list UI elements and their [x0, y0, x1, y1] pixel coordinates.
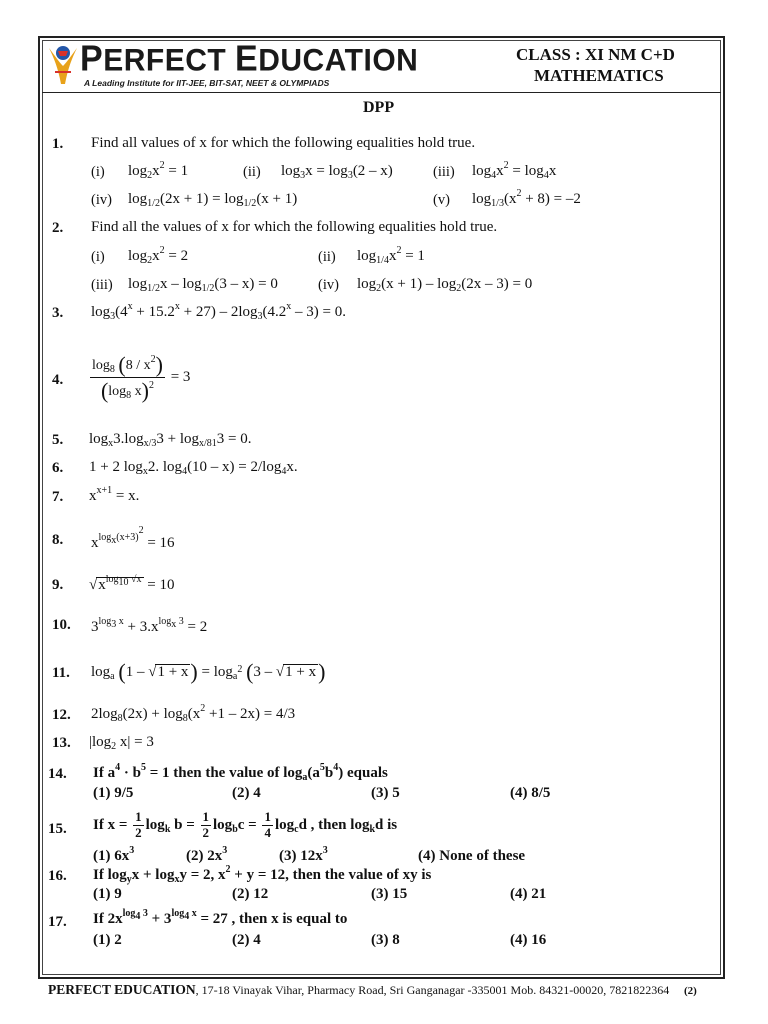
question-number: 1. — [52, 136, 64, 152]
question-text: If $2x^{log_4 3} + 3^{log_4 x} = 27$ , then x is equal to — [93, 908, 348, 927]
option: (2) 4 — [232, 932, 261, 948]
equation: $\log_{1/2}x - \log_{1/2}(3 - x) = 0$ — [128, 276, 278, 294]
equation: $|\log_2$ x| = 3 — [89, 734, 154, 752]
equation: $\log_x3.\log_{x/3}3 + \log_{x/81}3 = 0$. — [89, 431, 252, 449]
question-number: 16. — [48, 868, 67, 884]
option: (1) $6x^3$ — [93, 845, 135, 864]
part-label: (iii) — [91, 277, 113, 293]
equation: 1 + 2 $\log_x2$. $\log_4(10 - x) = 2/\log_4x$. — [89, 459, 298, 477]
option: (4) 8/5 — [510, 785, 551, 801]
equation: $\log_a (1 - √1 + x) = \log_{a^2} (3 - √1 + x)$ — [91, 659, 326, 684]
equation: $\log_3(4^x + 15.2^x + 27) - 2\log_3(4.2^x - 3) = 0$. — [91, 301, 346, 322]
equation: $\frac{\log_8 (8 / x^2)}{(\log_8 x)^2}$ = 3 — [92, 352, 191, 404]
equation: $\log_2x^2 = 1$ — [128, 160, 189, 181]
part-label: (iii) — [433, 164, 455, 180]
option: (1) 9 — [93, 886, 122, 902]
part-label: (i) — [91, 249, 105, 265]
equation: $\log_2x^2 = 2$ — [128, 245, 189, 266]
brand-tagline: A Leading Institute for IIT-JEE, BIT-SAT, NEET & OLYMPIADS — [84, 78, 330, 88]
question-number: 10. — [52, 617, 71, 633]
option: (3) 5 — [371, 785, 400, 801]
equation: $\log_3x = \log_3(2 - x)$ — [281, 163, 393, 181]
part-label: (ii) — [243, 164, 261, 180]
equation: $2\log_8(2x) + \log_8(x^2 +1 - 2x) = 4/3$ — [91, 703, 296, 724]
institute-logo-icon — [46, 42, 80, 88]
question-text: If $\log_yx + \log_xy = 2$, $x^2 + y = 12$, then the value of xy is — [93, 864, 432, 885]
question-number: 13. — [52, 735, 71, 751]
equation: $\log_{1/4}x^2 = 1$ — [357, 245, 425, 266]
question-text: Find all values of x for which the following equalities hold true. — [91, 135, 476, 151]
footer-address: PERFECT EDUCATION, 17-18 Vinayak Vihar, Pharmacy Road, Sri Ganganagar -335001 Mob. 84321-00020, 7821822364 — [48, 982, 670, 997]
option: (2) $2x^3$ — [186, 845, 228, 864]
part-label: (iv) — [318, 277, 339, 293]
equation: $\log_4x^2 = \log_4x$ — [472, 160, 557, 181]
question-number: 8. — [52, 532, 64, 548]
question-number: 9. — [52, 577, 64, 593]
equation: $x^{x+1} = x$. — [89, 485, 140, 504]
header-divider — [42, 92, 721, 93]
question-number: 5. — [52, 432, 64, 448]
page-number: (2) — [684, 985, 697, 997]
question-number: 7. — [52, 489, 64, 505]
equation: $3^{log_3 x} + 3.x^{log_x 3} = 2$ — [91, 616, 208, 635]
question-number: 6. — [52, 460, 64, 476]
equation: $\log_{1/3}(x^2 + 8) = -2$ — [472, 188, 581, 209]
equation: $\log_{1/2}(2x + 1) = \log_{1/2}(x + 1)$ — [128, 191, 298, 209]
option: (3) $12x^3$ — [279, 845, 328, 864]
part-label: (v) — [433, 192, 450, 208]
question-number: 14. — [48, 766, 67, 782]
option: (2) 12 — [232, 886, 269, 902]
part-label: (ii) — [318, 249, 336, 265]
option: (1) 2 — [93, 932, 122, 948]
option: (1) 9/5 — [93, 785, 134, 801]
option: (4) None of these — [418, 848, 526, 864]
option: (4) 21 — [510, 886, 547, 902]
equation: $\log_2(x + 1) - \log_2(2x - 3) = 0$ — [357, 276, 533, 294]
brand-name: PERFECT EDUCATION — [80, 39, 419, 79]
question-number: 12. — [52, 707, 71, 723]
question-number: 3. — [52, 305, 64, 321]
equation: $x^{log_x(x+3)^2} = 16$ — [91, 525, 175, 551]
question-text: If $a^4 \cdot b^5 = 1$ then the value of $\log_a(a^5b^4)$ equals — [93, 762, 388, 783]
option: (3) 15 — [371, 886, 408, 902]
question-number: 11. — [52, 665, 70, 681]
question-text: Find all the values of x for which the following equalities hold true. — [91, 219, 498, 235]
subject-label: MATHEMATICS — [534, 66, 664, 85]
option: (3) 8 — [371, 932, 400, 948]
equation: $√x^{log_{10} √x} = 10$ — [89, 574, 175, 593]
part-label: (i) — [91, 164, 105, 180]
question-text: If x = $\frac{1}{2}$ $\log_k b$ = $\frac{1}{2}$ $\log_bc$ = $\frac{1}{4}$ $\log_cd$ , then $\log_kd$ is — [93, 809, 398, 840]
sheet-title: DPP — [363, 99, 395, 116]
class-label: CLASS : XI NM C+D — [516, 45, 675, 64]
question-number: 17. — [48, 914, 67, 930]
option: (2) 4 — [232, 785, 261, 801]
part-label: (iv) — [91, 192, 112, 208]
question-number: 15. — [48, 821, 67, 837]
option: (4) 16 — [510, 932, 547, 948]
question-number: 4. — [52, 372, 64, 388]
question-number: 2. — [52, 220, 64, 236]
